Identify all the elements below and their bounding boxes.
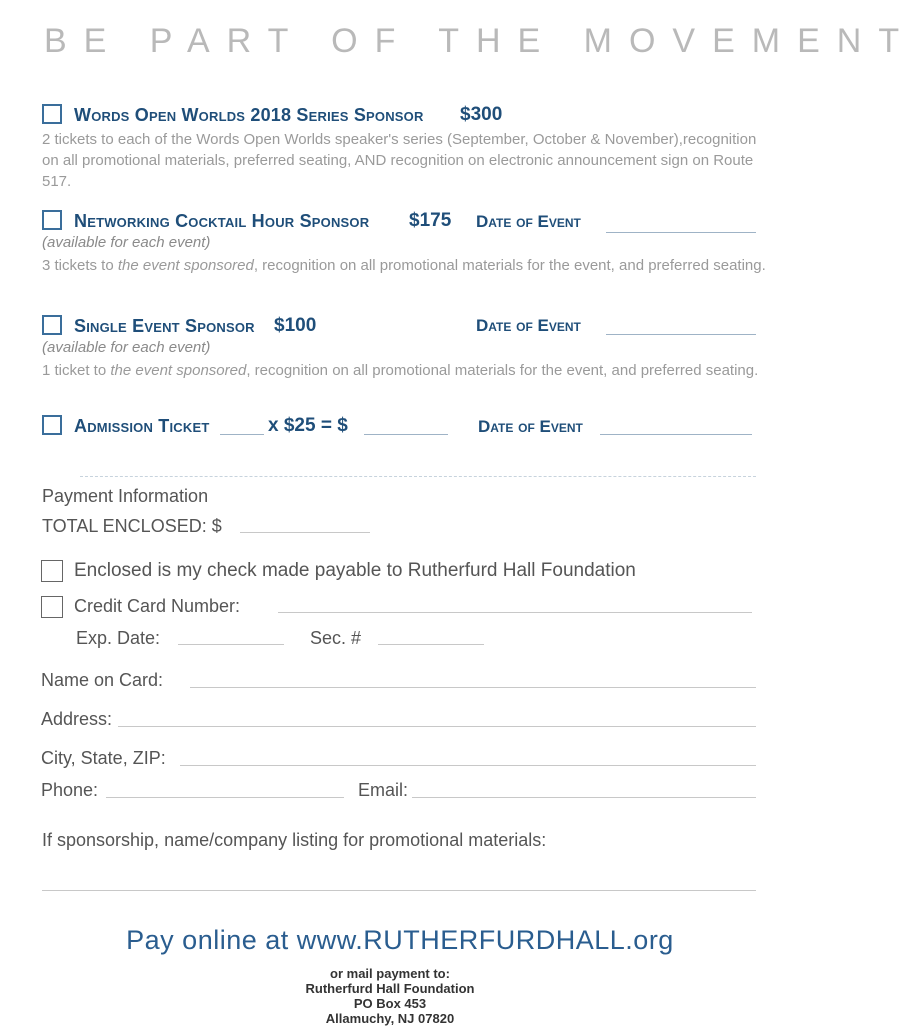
cocktail-availability: (available for each event): [42, 234, 211, 251]
pay-online-link[interactable]: Pay online at www.RUTHERFURDHALL.org: [126, 925, 674, 955]
admission-total-field[interactable]: [364, 434, 448, 435]
address-label: Address:: [41, 709, 113, 729]
page-headline: BE PART OF THE MOVEMENT: [44, 22, 916, 60]
single-date-label: Date of Event: [476, 316, 581, 335]
cocktail-date-label: Date of Event: [476, 212, 581, 231]
name-on-card-field[interactable]: [190, 687, 756, 688]
words-sponsor-title: Words Open Worlds 2018 Series Sponsor: [74, 105, 424, 125]
cocktail-sponsor-checkbox[interactable]: [42, 210, 62, 230]
admission-date-label: Date of Event: [478, 417, 583, 436]
city-state-zip-field[interactable]: [180, 765, 756, 766]
credit-card-label: Credit Card Number:: [74, 596, 241, 616]
single-sponsor-checkbox[interactable]: [42, 315, 62, 335]
admission-price-formula: x $25 = $: [268, 415, 348, 436]
single-date-field[interactable]: [606, 334, 756, 335]
payment-heading: Payment Information: [42, 486, 209, 506]
mail-instruction: or mail payment to:: [330, 966, 450, 981]
single-description: 1 ticket to the event sponsored, recognition on all promotional materials for the event, and preferred seating.: [42, 362, 759, 379]
sec-code-field[interactable]: [378, 644, 484, 645]
admission-title: Admission Ticket: [74, 416, 210, 436]
section-divider: [80, 476, 756, 477]
single-availability: (available for each event): [42, 339, 211, 356]
email-field[interactable]: [412, 797, 756, 798]
phone-field[interactable]: [106, 797, 344, 798]
total-enclosed-label: TOTAL ENCLOSED: $: [42, 516, 222, 536]
credit-card-checkbox[interactable]: [41, 596, 63, 618]
check-payment-label: Enclosed is my check made payable to Rutherfurd Hall Foundation: [74, 560, 636, 581]
city-state-zip-label: City, State, ZIP:: [41, 748, 166, 768]
single-sponsor-title: Single Event Sponsor: [74, 316, 255, 336]
listing-field[interactable]: [42, 890, 756, 891]
name-on-card-label: Name on Card:: [41, 670, 164, 690]
admission-quantity-field[interactable]: [220, 434, 264, 435]
single-sponsor-price: $100: [274, 315, 317, 336]
admission-date-field[interactable]: [600, 434, 752, 435]
total-enclosed-field[interactable]: [240, 532, 370, 533]
mail-city-zip: Allamuchy, NJ 07820: [325, 1011, 455, 1026]
phone-label: Phone:: [41, 780, 99, 800]
email-label: Email:: [358, 780, 409, 800]
cocktail-description: 3 tickets to the event sponsored, recognition on all promotional materials for the event, and preferred seating.: [42, 257, 766, 274]
words-sponsor-price: $300: [460, 104, 503, 125]
cocktail-sponsor-price: $175: [409, 210, 452, 231]
cocktail-date-field[interactable]: [606, 232, 756, 233]
exp-date-field[interactable]: [178, 644, 284, 645]
cocktail-sponsor-title: Networking Cocktail Hour Sponsor: [74, 211, 370, 231]
sec-code-label: Sec. #: [310, 628, 362, 648]
words-sponsor-checkbox[interactable]: [42, 104, 62, 124]
credit-card-number-field[interactable]: [278, 612, 752, 613]
admission-checkbox[interactable]: [42, 415, 62, 435]
listing-label: If sponsorship, name/company listing for promotional materials:: [42, 830, 547, 850]
mail-po-box: PO Box 453: [353, 996, 427, 1011]
exp-date-label: Exp. Date:: [76, 628, 161, 648]
words-sponsor-description: 2 tickets to each of the Words Open Worlds speaker's series (September, October & November),recognition on all promotional materials, preferred seating, AND recognition on electronic announcement sign on Route 517.: [42, 131, 757, 190]
check-payment-checkbox[interactable]: [41, 560, 63, 582]
address-field[interactable]: [118, 726, 756, 727]
mail-organization: Rutherfurd Hall Foundation: [305, 981, 475, 996]
